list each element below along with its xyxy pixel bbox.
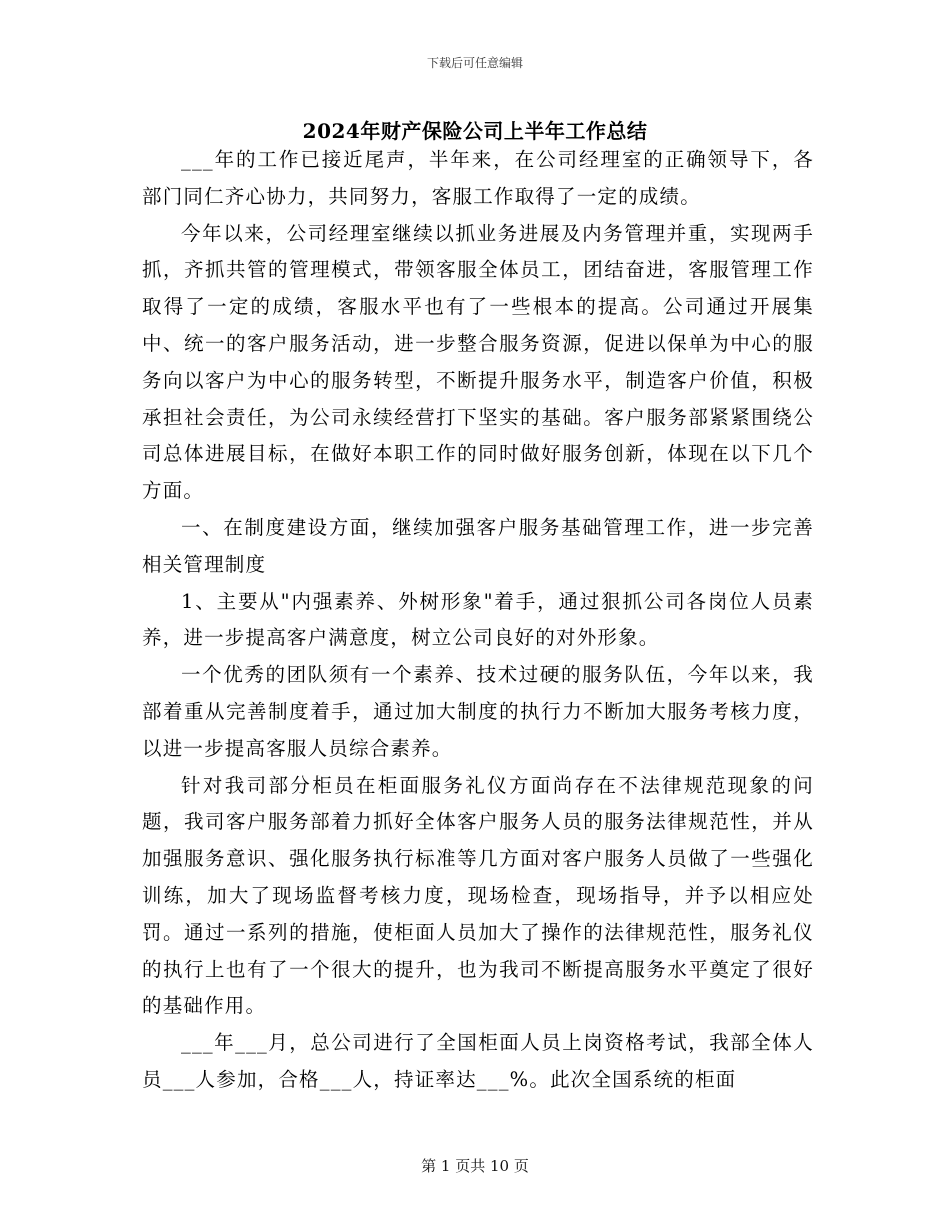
document-body — [142, 142, 814, 1099]
paragraph: ___年的工作已接近尾声，半年来，在公司经理室的正确领导下，各部门同仁齐心协力，共同努力，客服工作取得了一定的成绩。 — [142, 148, 814, 208]
document-title: 2024年财产保险公司上半年工作总结 — [302, 119, 648, 143]
paragraph: 今年以来，公司经理室继续以抓业务进展及内务管理并重，实现两手抓，齐抓共管的管理模式，带领客服全体员工，团结奋进，客服管理工作取得了一定的成绩，客服水平也有了一些根本的提高。公司通过开展集中、统一的客户服务活动，进一步整合服务资源，促进以保单为中心的服务向以客户为中心的服务转型，不断提升服务水平，制造客户价值，积极承担社会责任，为公司永续经营打下坚实的基础。客户服务部紧紧围绕公司总体进展目标，在做好本职工作的同时做好服务创新，体现在以下几个方面。 — [142, 221, 814, 503]
page-number: 第 1 页共 10 页 — [421, 1157, 529, 1175]
paragraph: 一个优秀的团队须有一个素养、技术过硬的服务队伍，今年以来，我部着重从完善制度着手，通过加大制度的执行力不断加大服务考核力度，以进一步提高客服人员综合素养。 — [142, 663, 814, 760]
paragraph: 针对我司部分柜员在柜面服务礼仪方面尚存在不法律规范现象的问题，我司客户服务部着力抓好全体客户服务人员的服务法律规范性，并从加强服务意识、强化服务执行标准等几方面对客户服务人员做了一些强化训练，加大了现场监督考核力度，现场检查，现场指导，并予以相应处罚。通过一系列的措施，使柜面人员加大了操作的法律规范性，服务礼仪的执行上也有了一个很大的提升，也为我司不断提高服务水平奠定了很好的基础作用。 — [142, 773, 814, 1018]
header-note: 下载后可任意编辑 — [426, 56, 523, 70]
paragraph: 1、主要从"内强素养、外树形象"着手，通过狠抓公司各岗位人员素养，进一步提高客户满意度，树立公司良好的对外形象。 — [142, 589, 814, 650]
paragraph: 一、在制度建设方面，继续加强客户服务基础管理工作，进一步完善相关管理制度 — [142, 515, 814, 576]
paragraph: ___年___月，总公司进行了全国柜面人员上岗资格考试，我部全体人员___人参加，合格___人，持证率达___%。此次全国系统的柜面 — [142, 1031, 814, 1091]
